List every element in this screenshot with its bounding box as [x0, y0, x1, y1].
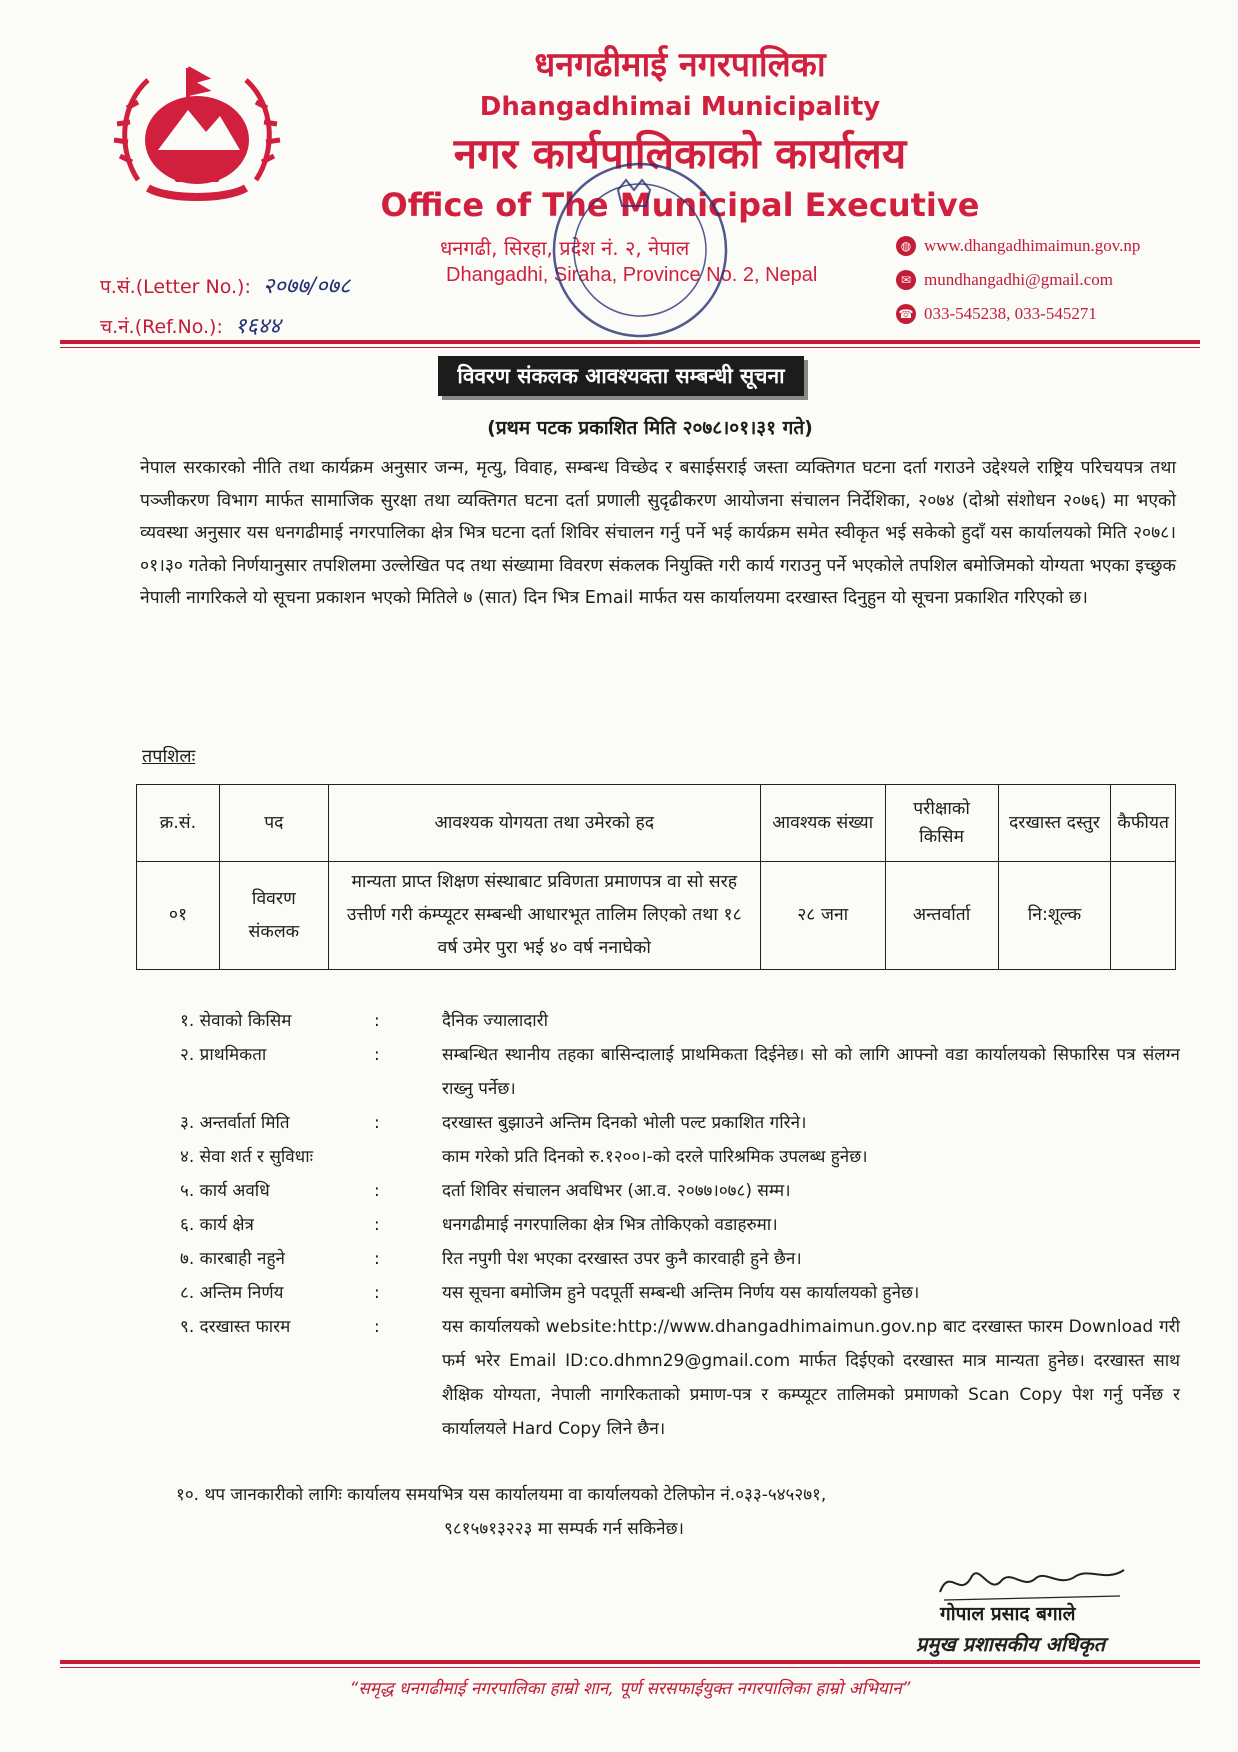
publication-date: (प्रथम पटक प्रकाशित मिति २०७८।०१।३१ गते)	[487, 417, 813, 439]
office-stamp	[540, 150, 740, 350]
notice-title: विवरण संकलक आवश्यक्ता सम्बन्धी सूचना	[438, 356, 804, 396]
term-value: दरखास्त बुझाउने अन्तिम दिनको भोली पल्ट प्रकाशित गरिने।	[442, 1113, 807, 1133]
term-label: २. प्राथमिकता	[180, 1045, 267, 1065]
term-label: ८. अन्तिम निर्णय	[180, 1283, 284, 1303]
term-value: रित नपुगी पेश भएका दरखास्त उपर कुनै कारवाही हुने छैन।	[442, 1249, 802, 1269]
letter-number-value: २०७७/०७८	[262, 274, 351, 299]
list-item: २. प्राथमिकता : सम्बन्धित स्थानीय तहका बासिन्दालाई प्राथमिकता दिईनेछ। सो को लागि आफ्नो वडा कार्यालयको सिफारिस पत्र संलग्न राख्नु पर्नेछ।	[180, 1038, 1180, 1106]
col-sn: क्र.सं.	[137, 785, 220, 862]
list-item: १. सेवाको किसिम : दैनिक ज्यालादारी	[180, 1004, 1180, 1038]
ref-number-label: च.नं.(Ref.No.):	[100, 316, 223, 338]
schedule-heading: तपशिलः	[142, 746, 196, 767]
contact-info-term	[176, 1478, 1180, 1546]
municipality-name-np: धनगढीमाई नगरपालिका	[534, 45, 826, 85]
letter-number-label: प.सं.(Letter No.):	[100, 276, 251, 298]
list-item	[180, 1140, 1180, 1174]
col-post: पद	[219, 785, 328, 862]
cell-fee: नि:शूल्क	[998, 862, 1111, 970]
footer-rule-thin	[60, 1667, 1200, 1668]
contact-info-line1: १०. थप जानकारीको लागिः कार्यालय समयभित्र यस कार्यालयमा वा कार्यालयको टेलिफोन नं.०३३-५४५२७१,	[176, 1485, 827, 1505]
phone-icon: ☎	[896, 304, 916, 324]
term-label: १. सेवाको किसिम	[180, 1011, 292, 1031]
signatory-name: गोपाल प्रसाद बगाले	[940, 1603, 1076, 1625]
list-item: ८. अन्तिम निर्णय : यस सूचना बमोजिम हुने पदपूर्ती सम्बन्धी अन्तिम निर्णय यस कार्यालयको हुनेछ।	[180, 1276, 1180, 1310]
globe-icon: ◍	[896, 236, 916, 256]
table-header-row	[137, 785, 1176, 862]
cell-sn: ०१	[137, 862, 220, 970]
list-item: ७. कारबाही नहुने : रित नपुगी पेश भएका दरखास्त उपर कुनै कारवाही हुने छैन।	[180, 1242, 1180, 1276]
ref-number	[100, 310, 281, 340]
ref-number-value: १६४४	[234, 314, 281, 339]
letter-number	[100, 270, 350, 300]
list-item: ५. कार्य अवधि : दर्ता शिविर संचालन अवधिभर (आ.व. २०७७।०७८) सम्म।	[180, 1174, 1180, 1208]
col-exam: परीक्षाको किसिम	[885, 785, 998, 862]
phone-contact	[896, 304, 1097, 324]
term-value: दर्ता शिविर संचालन अवधिभर (आ.व. २०७७।०७८) सम्म।	[442, 1181, 791, 1201]
term-value: धनगढीमाई नगरपालिका क्षेत्र भित्र तोकिएको वडाहरुमा।	[442, 1215, 778, 1235]
address-np: धनगढी, सिरहा, प्रदेश नं. २, नेपाल	[440, 236, 690, 260]
term-value: यस कार्यालयको website:http://www.dhangadhimaimun.gov.np बाट दरखास्त फारम Download गरी फर्म भरेर Email ID:co.dhmn29@gmail.com मार्फत दिईएको दरखास्त मात्र मान्यता हुनेछ। दरखास्त साथ शैक्षिक योग्यता, नेपाली नागरिकताको प्रमाण-पत्र र कम्प्यूटर तालिमको प्रमाणको Scan Copy पेश गर्नु पर्नेछ र कार्यालयले Hard Copy लिने छैन।	[442, 1317, 1180, 1439]
municipality-name-en: Dhangadhimai Municipality	[479, 92, 881, 122]
address-en: Dhangadhi, Siraha, Province No. 2, Nepal	[446, 264, 818, 286]
mail-icon: ✉	[896, 270, 916, 290]
term-value: यस सूचना बमोजिम हुने पदपूर्ती सम्बन्धी अन्तिम निर्णय यस कार्यालयको हुनेछ।	[442, 1283, 920, 1303]
col-remarks: कैफीयत	[1111, 785, 1176, 862]
list-item: ३. अन्तर्वार्ता मिति : दरखास्त बुझाउने अन्तिम दिनको भोली पल्ट प्रकाशित गरिने।	[180, 1106, 1180, 1140]
term-label: ४. सेवा शर्त र सुविधाः	[180, 1147, 314, 1167]
contact-info-line2: ९८१५७१३२२३ मा सम्पर्क गर्न सकिनेछ।	[444, 1519, 684, 1539]
cell-post: विवरण संकलक	[219, 862, 328, 970]
footer-rule	[60, 1660, 1200, 1664]
website-contact	[896, 236, 1140, 256]
term-value: काम गरेको प्रति दिनको रु.१२००।-को दरले पारिश्रमिक उपलब्ध हुनेछ।	[442, 1147, 868, 1167]
intro-paragraph: नेपाल सरकारको नीति तथा कार्यक्रम अनुसार जन्म, मृत्यु, विवाह, सम्बन्ध विच्छेद र बसाईसराई जस्ता व्यक्तिगत घटना दर्ता गराउने उद्देश्यले राष्ट्रिय परिचयपत्र तथा पञ्जीकरण विभाग मार्फत सामाजिक सुरक्षा तथा व्यक्तिगत घटना दर्ता प्रणाली सुदृढीकरण आयोजना संचालन निर्देशिका, २०७४ (दोश्रो संशोधन २०७६) मा भएको व्यवस्था अनुसार यस धनगढीमाई नगरपालिका क्षेत्र भित्र घटना दर्ता शिविर संचालन गर्नु पर्ने भई कार्यक्रम समेत स्वीकृत भई सकेको हुदाँ यस कार्यालयको मिति २०७८।०१।३० गतेको निर्णयानुसार तपशिलमा उल्लेखित पद तथा संख्यामा विवरण संकलक नियुक्ति गरी कार्य गराउनु पर्ने भएकोले तपशिल बमोजिमको योग्यता भएका इच्छुक नेपाली नागरिकले यो सूचना प्रकाशन भएको मितिले ७ (सात) दिन भित्र Email मार्फत यस कार्यालयमा दरखास्त दिनुहुन यो सूचना प्रकाशित गरिएको छ।	[140, 458, 1176, 608]
list-item: ९. दरखास्त फारम : यस कार्यालयको website:http://www.dhangadhimaimun.gov.np बाट दरखास्त फारम Download गरी फर्म भरेर Email ID:co.dhmn29@gmail.com मार्फत दिईएको दरखास्त मात्र मान्यता हुनेछ। दरखास्त साथ शैक्षिक योग्यता, नेपाली नागरिकताको प्रमाण-पत्र र कम्प्यूटर तालिमको प्रमाणको Scan Copy पेश गर्नु पर्नेछ र कार्यालयले Hard Copy लिने छैन।	[180, 1310, 1180, 1446]
table-row	[137, 862, 1176, 970]
col-fee: दरखास्त दस्तुर	[998, 785, 1111, 862]
term-label: ६. कार्य क्षेत्र	[180, 1215, 254, 1235]
website-text: www.dhangadhimaimun.gov.np	[924, 236, 1141, 255]
handwritten-signature	[920, 1556, 1140, 1606]
term-label: ७. कारबाही नहुने	[180, 1249, 285, 1269]
email-contact	[896, 270, 1113, 290]
term-value: दैनिक ज्यालादारी	[442, 1011, 549, 1031]
header-rule-thin	[60, 347, 1200, 348]
list-item: ६. कार्य क्षेत्र : धनगढीमाई नगरपालिका क्षेत्र भित्र तोकिएको वडाहरुमा।	[180, 1208, 1180, 1242]
term-label: ३. अन्तर्वार्ता मिति	[180, 1113, 290, 1133]
footer-slogan: “समृद्ध धनगढीमाई नगरपालिका हाम्रो शान, पूर्ण सरसफाईयुक्त नगरपालिका हाम्रो अभियान”	[349, 1679, 911, 1699]
email-text: mundhangadhi@gmail.com	[924, 270, 1113, 289]
office-name-en: Office of The Municipal Executive	[380, 186, 980, 224]
col-qualification: आवश्यक योगयता तथा उमेरको हद	[328, 785, 760, 862]
signatory-designation: प्रमुख प्रशासकीय अधिकृत	[916, 1632, 1105, 1656]
col-count: आवश्यक संख्या	[760, 785, 885, 862]
phone-text: 033-545238, 033-545271	[924, 304, 1097, 323]
term-value: सम्बन्धित स्थानीय तहका बासिन्दालाई प्राथमिकता दिईनेछ। सो को लागि आफ्नो वडा कार्यालयको सिफारिस पत्र संलग्न राख्नु पर्नेछ।	[442, 1045, 1180, 1099]
office-name-np: नगर कार्यपालिकाको कार्यालय	[453, 129, 907, 178]
requirements-table	[136, 784, 1176, 970]
term-label: ९. दरखास्त फारम	[180, 1317, 291, 1337]
cell-qualification: मान्यता प्राप्त शिक्षण संस्थाबाट प्रविणता प्रमाणपत्र वा सो सरह उत्तीर्ण गरी कंम्प्यूटर सम्बन्धी आधारभूत तालिम लिएको तथा १८ वर्ष उमेर पुरा भई ४० वर्ष ननाघेको	[328, 862, 760, 970]
cell-exam: अन्तर्वार्ता	[885, 862, 998, 970]
header-rule	[60, 340, 1200, 344]
terms-list	[180, 1004, 1180, 1446]
nepal-emblem-icon	[108, 50, 286, 228]
term-label: ५. कार्य अवधि	[180, 1181, 270, 1201]
cell-remarks	[1111, 862, 1176, 970]
cell-count: २८ जना	[760, 862, 885, 970]
